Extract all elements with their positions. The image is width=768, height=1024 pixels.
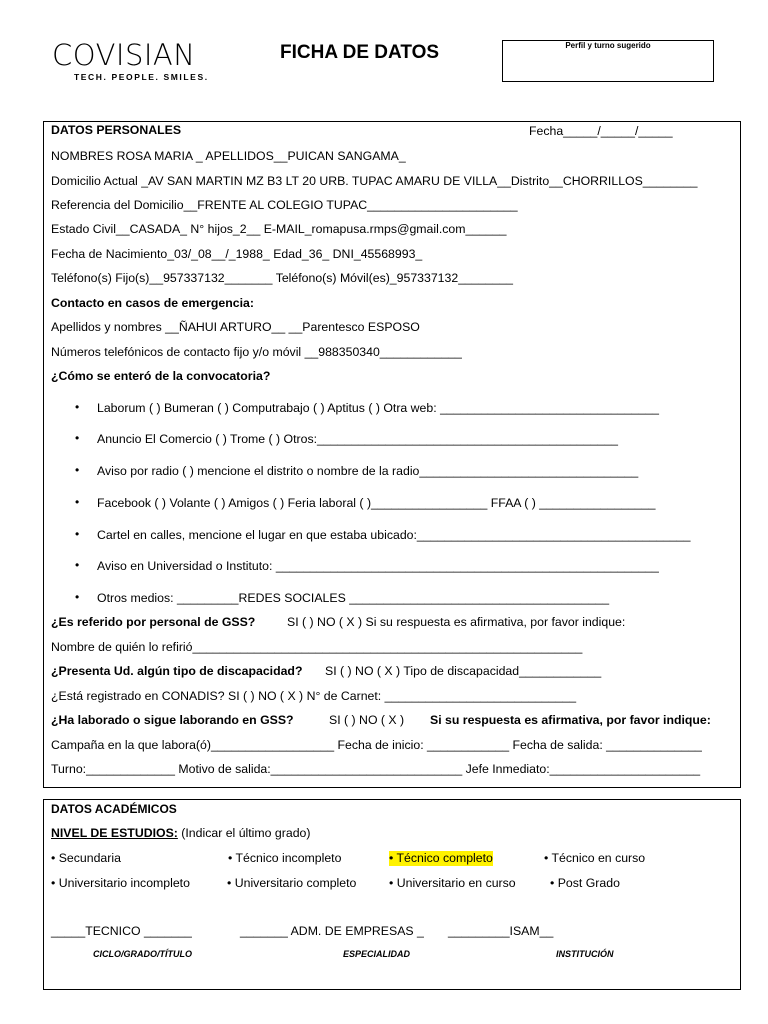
- nivel-option: • Secundaria: [51, 851, 121, 865]
- grado-field: _____TECNICO _______: [51, 924, 192, 938]
- institucion-field: _________ISAM__: [448, 924, 554, 938]
- referido-question: ¿Es referido por personal de GSS?: [51, 615, 256, 629]
- especialidad-field: _______ ADM. DE EMPRESAS _: [240, 924, 424, 938]
- nivel-option: • Técnico en curso: [544, 851, 646, 865]
- personal-heading: DATOS PERSONALES: [51, 123, 182, 137]
- estado-civil-field: Estado Civil__CASADA_ N° hijos_2__ E-MAIL_romapusa.rmps@gmail.com______: [51, 222, 507, 236]
- nacimiento-field: Fecha de Nacimiento_03/_08__/_1988_ Edad_36_ DNI_45568993_: [51, 247, 423, 261]
- nivel-option: • Universitario completo: [227, 876, 357, 890]
- discapacidad-question: ¿Presenta Ud. algún tipo de discapacidad?: [51, 664, 303, 678]
- convocatoria-item: Anuncio El Comercio ( ) Trome ( ) Otros:____________________________________________: [97, 432, 618, 446]
- convocatoria-item: Laborum ( ) Bumeran ( ) Computrabajo ( ) Aptitus ( ) Otra web: ________________________________: [97, 401, 659, 415]
- emergencia-telefono-field: Números telefónicos de contacto fijo y/o móvil __988350340____________: [51, 345, 462, 359]
- perfil-box: [502, 40, 714, 82]
- convocatoria-item: Otros medios: _________REDES SOCIALES ______________________________________: [97, 591, 610, 605]
- document-title: FICHA DE DATOS: [280, 42, 440, 63]
- conadis-field: ¿Está registrado en CONADIS? SI ( ) NO ( X ) N° de Carnet: ____________________________: [51, 689, 577, 703]
- academic-heading: DATOS ACADÉMICOS: [51, 802, 177, 816]
- nivel-estudios-line: [51, 826, 310, 841]
- referencia-field: Referencia del Domicilio__FRENTE AL COLEGIO TUPAC______________________: [51, 198, 518, 212]
- domicilio-field: Domicilio Actual _AV SAN MARTIN MZ B3 LT 20 URB. TUPAC AMARU DE VILLA__Distrito__CHORRILLOS________: [51, 174, 698, 188]
- nivel-option: • Universitario incompleto: [51, 876, 190, 890]
- nivel-option-selected: • Técnico completo: [389, 851, 493, 865]
- convocatoria-item: Aviso en Universidad o Instituto: ________________________________________________________: [97, 559, 659, 573]
- especialidad-caption: ESPECIALIDAD: [343, 949, 411, 959]
- company-logo: [52, 38, 212, 88]
- logo-tagline: TECH. PEOPLE. SMILES.: [74, 72, 209, 82]
- nombres-field: NOMBRES ROSA MARIA _ APELLIDOS__PUICAN SANGAMA_: [51, 149, 406, 163]
- bullet-icon: •: [75, 527, 80, 541]
- convocatoria-item: Facebook ( ) Volante ( ) Amigos ( ) Feria laboral ( )_________________ FFAA ( ) _________________: [97, 496, 656, 510]
- emergencia-heading: Contacto en casos de emergencia:: [51, 296, 254, 310]
- turno-field: Turno:_____________ Motivo de salida:____________________________ Jefe Inmediato:______________________: [51, 762, 701, 776]
- convocatoria-item: Aviso por radio ( ) mencione el distrito o nombre de la radio________________________________: [97, 464, 639, 478]
- telefonos-field: Teléfono(s) Fijo(s)__957337132_______ Teléfono(s) Móvil(es)_957337132________: [51, 271, 513, 285]
- bullet-icon: •: [75, 495, 80, 509]
- referido-nombre-field: Nombre de quién lo refirió_________________________________________________________: [51, 640, 583, 654]
- laborado-question: ¿Ha laborado o sigue laborando en GSS?: [51, 713, 294, 727]
- nivel-estudios-hint: (Indicar el último grado): [177, 826, 311, 840]
- fecha-field: Fecha_____/_____/_____: [529, 124, 673, 138]
- convocatoria-item: Cartel en calles, mencione el lugar en que estaba ubicado:________________________________________: [97, 528, 691, 542]
- bullet-icon: •: [75, 400, 80, 414]
- perfil-label: Perfil y turno sugerido: [565, 41, 651, 50]
- referido-options: SI ( ) NO ( X ) Si su respuesta es afirmativa, por favor indique:: [287, 615, 626, 629]
- bullet-icon: •: [75, 431, 80, 445]
- nivel-option: • Universitario en curso: [389, 876, 516, 890]
- nivel-option: • Post Grado: [550, 876, 620, 890]
- institucion-caption: INSTITUCIÓN: [556, 949, 614, 959]
- nivel-estudios-label: NIVEL DE ESTUDIOS:: [51, 826, 178, 840]
- logo-wordmark: COVISIAN: [52, 38, 196, 72]
- discapacidad-options: SI ( ) NO ( X ) Tipo de discapacidad____________: [325, 664, 602, 678]
- nivel-option: • Técnico incompleto: [228, 851, 342, 865]
- laborado-note: Si su respuesta es afirmativa, por favor indique:: [430, 713, 711, 727]
- emergencia-nombre-field: Apellidos y nombres __ÑAHUI ARTURO__ __Parentesco ESPOSO: [51, 320, 420, 334]
- bullet-icon: •: [75, 463, 80, 477]
- bullet-icon: •: [75, 590, 80, 604]
- bullet-icon: •: [75, 558, 80, 572]
- laborado-options: SI ( ) NO ( X ): [329, 713, 405, 727]
- grado-caption: CICLO/GRADO/TÍTULO: [93, 949, 192, 959]
- convocatoria-heading: ¿Cómo se enteró de la convocatoria?: [51, 369, 271, 383]
- campana-field: Campaña en la que labora(ó)__________________ Fecha de inicio: ____________ Fecha de salida: ______________: [51, 738, 702, 752]
